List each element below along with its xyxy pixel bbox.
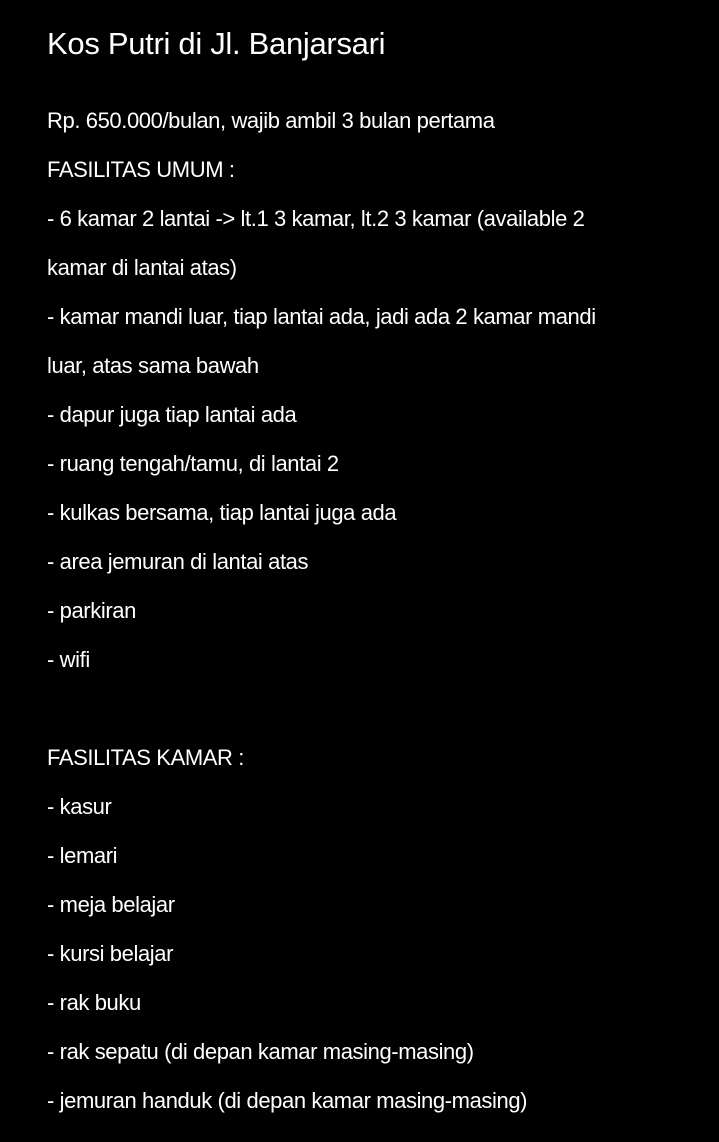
- fasilitas-umum-line: - kulkas bersama, tiap lantai juga ada: [47, 500, 397, 525]
- fasilitas-umum-line: - area jemuran di lantai atas: [47, 549, 309, 574]
- fasilitas-kamar-line: - meja belajar: [47, 892, 175, 917]
- fasilitas-kamar-line: - rak sepatu (di depan kamar masing-masing): [47, 1039, 474, 1064]
- fasilitas-kamar-line: - kursi belajar: [47, 941, 174, 966]
- section-spacer: [47, 684, 687, 733]
- post-body: [47, 96, 687, 1125]
- fasilitas-kamar-header: FASILITAS KAMAR :: [47, 745, 244, 770]
- fasilitas-kamar-line: - jemuran handuk (di depan kamar masing-masing): [47, 1088, 528, 1113]
- fasilitas-kamar-line: - lemari: [47, 843, 118, 868]
- post-title: Kos Putri di Jl. Banjarsari: [47, 26, 386, 61]
- fasilitas-umum-line: - kamar mandi luar, tiap lantai ada, jadi ada 2 kamar mandi: [47, 304, 596, 329]
- fasilitas-umum-line: - ruang tengah/tamu, di lantai 2: [47, 451, 339, 476]
- post-content: [47, 22, 687, 1125]
- fasilitas-umum-header: FASILITAS UMUM :: [47, 157, 235, 182]
- price-line: Rp. 650.000/bulan, wajib ambil 3 bulan pertama: [47, 108, 495, 133]
- fasilitas-kamar-line: - rak buku: [47, 990, 141, 1015]
- fasilitas-umum-line: - 6 kamar 2 lantai -> lt.1 3 kamar, lt.2 3 kamar (available 2: [47, 206, 585, 231]
- fasilitas-umum-line: - dapur juga tiap lantai ada: [47, 402, 297, 427]
- fasilitas-umum-line: kamar di lantai atas): [47, 255, 237, 280]
- fasilitas-umum-line: luar, atas sama bawah: [47, 353, 259, 378]
- fasilitas-umum-line: - wifi: [47, 647, 90, 672]
- fasilitas-kamar-line: - kasur: [47, 794, 112, 819]
- fasilitas-umum-line: - parkiran: [47, 598, 136, 623]
